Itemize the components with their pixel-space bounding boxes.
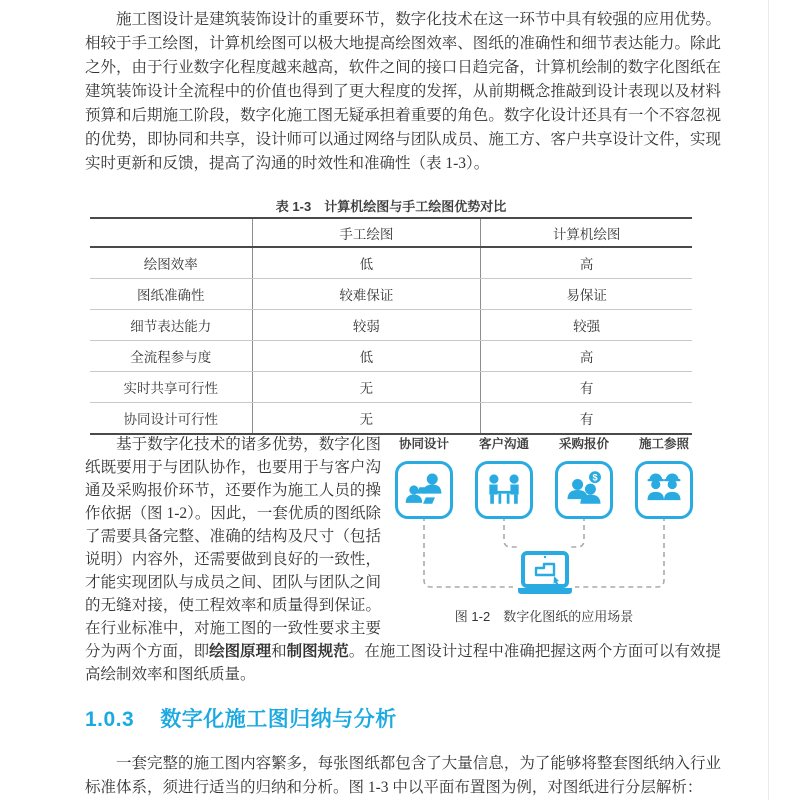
table-cell: 有: [579, 412, 594, 427]
table-cell: 细节表达能力: [90, 310, 252, 341]
table-header-cell: 计算机绘图: [481, 218, 692, 247]
page-edge-divider: [768, 0, 769, 800]
table-row: [90, 341, 692, 372]
table-cell: 无: [252, 403, 481, 435]
section-heading: [85, 703, 397, 733]
table-title: 表 1-3 计算机绘图与手工绘图优势对比: [275, 199, 507, 214]
table-row: [90, 279, 692, 310]
table-cell: 无: [252, 372, 481, 403]
comparison-table: [90, 217, 692, 435]
table-header-row: [90, 218, 692, 247]
paragraph-closing: [85, 752, 721, 800]
figure-scenario-procurement-quote: [555, 433, 613, 519]
laptop-drawing-icon: [514, 551, 576, 597]
svg-text:$: $: [592, 472, 598, 483]
paragraph-figure-section: [85, 433, 721, 686]
client-meeting-icon: [482, 468, 526, 512]
figure-scenario-row: [395, 433, 693, 519]
procurement-quote-icon: [562, 468, 606, 512]
table-row: [90, 310, 692, 341]
figure-1-2: [389, 433, 721, 635]
table-cell: 绘图效率: [90, 247, 252, 279]
table-cell: 高: [481, 341, 692, 372]
table-cell: 协同设计可行性: [90, 403, 252, 435]
paragraph-body-text: 。在施工图设计过程中准确把握这两个方面可以有效提高绘制效率和图纸质量。: [85, 643, 721, 683]
table-cell: 较强: [481, 310, 692, 341]
collaboration-icon: [402, 468, 446, 512]
bold-term-drawing-principle: 绘图原理: [209, 643, 272, 660]
table-cell: 低: [252, 341, 481, 372]
table-cell: 易保证: [481, 279, 692, 310]
paragraph-body-text: 和: [271, 643, 287, 660]
table-header-cell: 手工绘图: [252, 218, 481, 247]
table-cell: 低: [252, 247, 481, 279]
table-header-cell: [90, 218, 252, 247]
paragraph-body-text: 基于数字化技术的诸多优势，数字化图纸既要用于与团队协作，也要用于与客户沟通及采购报价环节，还要作为施工人员的操作依据（图 1-2）。因此，一套优质的图纸除了需要具备完整、准确的结构及尺寸（包括说明）内容外，还需要做到良好的一致性，才能实现团队与成员之间、团队与团队之间的无缝对接，使工程效率和质量得到保证。在行业标准中，对施工图的一致性要求主要分为两个方面，即: [85, 436, 381, 660]
paragraph-intro: [85, 8, 721, 176]
construction-workers-icon: [642, 468, 686, 512]
figure-item-label: 客户沟通: [478, 437, 529, 451]
table-cell: 较弱: [252, 310, 481, 341]
table-cell: 高: [481, 247, 692, 279]
figure-scenario-construction-reference: [635, 433, 693, 519]
table-row: [90, 403, 692, 435]
figure-item-label: 协同设计: [398, 437, 449, 451]
bold-term-drafting-standard: 制图规范: [286, 643, 349, 660]
figure-scenario-client-communication: [475, 433, 533, 519]
section-title: 数字化施工图归纳与分析: [160, 708, 397, 731]
table-row: [90, 372, 692, 403]
table-row: [90, 247, 692, 279]
figure-scenario-collaboration: [395, 433, 453, 519]
figure-caption: 图 1-2 数字化图纸的应用场景: [454, 609, 634, 624]
paragraph-closing-text: 一套完整的施工图内容繁多，每张图纸都包含了大量信息，为了能够将整套图纸纳入行业标准体系，须进行适当的归纳和分析。图 1-3 中以平面布置图为例，对图纸进行分层解析：: [85, 755, 721, 796]
table-cell: 较难保证: [252, 279, 481, 310]
figure-item-label: 采购报价: [558, 437, 609, 451]
table-cell: 全流程参与度: [90, 341, 252, 372]
paragraph-intro-text: 施工图设计是建筑装饰设计的重要环节，数字化技术在这一环节中具有较强的应用优势。相较于手工绘图，计算机绘图可以极大地提高绘图效率、图纸的准确性和细节表达能力。除此之外，由于行业数字化程度越来越高，软件之间的接口日趋完备，计算机绘制的数字化图纸在建筑装饰设计全流程中的价值也得到了更大程度的发挥，从前期概念推敲到设计表现以及材料预算和后期施工阶段，数字化施工图无疑承担着重要的角色。数字化设计还具有一个不容忽视的优势，即协同和共享，设计师可以通过网络与团队成员、施工方、客户共享设计文件，实现实时更新和反馈，提高了沟通的时效性和准确性（表 1-3）。: [85, 11, 721, 172]
table-cell: 实时共享可行性: [90, 372, 252, 403]
table-cell: 图纸准确性: [90, 279, 252, 310]
figure-item-label: 施工参照: [638, 437, 689, 451]
table-cell: 有: [481, 372, 692, 403]
section-number: 1.0.3: [85, 708, 135, 731]
